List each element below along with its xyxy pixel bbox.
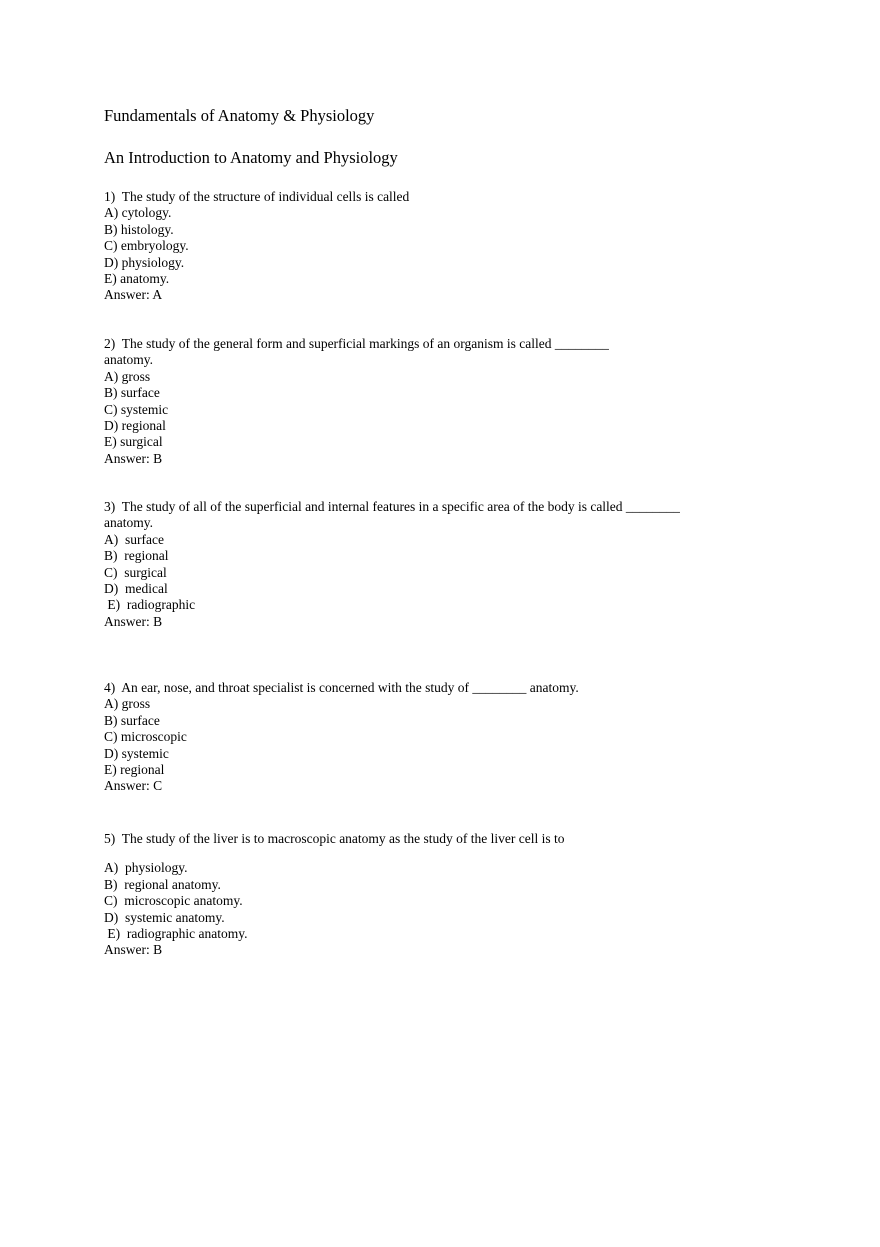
question-1-answer: Answer: A [104,287,163,303]
question-5-stem: 5) The study of the liver is to macroscopic anatomy as the study of the liver cell is to [104,831,565,846]
question-4-stem: 4) An ear, nose, and throat specialist is concerned with the study of ________ anatomy. [104,680,579,695]
question-2-option-c: C) systemic [104,401,169,417]
question-3-option-b: B) regional [104,548,169,564]
question-2-option-e: E) surgical [104,434,163,450]
question-2-option-d: D) regional [104,418,166,434]
question-5-option-b: B) regional anatomy. [104,876,221,892]
question-2-stem-continued: anatomy. [104,352,153,368]
question-1 [104,189,744,304]
question-1-option-a: A) cytology. [104,205,172,221]
question-1-option-d: D) physiology. [104,254,185,270]
question-2-stem: 2) The study of the general form and superficial markings of an organism is called ________ [104,336,609,351]
question-1-stem: 1) The study of the structure of individual cells is called [104,189,410,204]
question-1-option-e: E) anatomy. [104,271,170,287]
question-5-answer: Answer: B [104,942,163,958]
question-5-option-e: E) radiographic anatomy. [104,926,248,942]
question-4-option-d: D) systemic [104,745,169,761]
question-4-answer: Answer: C [104,778,163,794]
question-5-option-d: D) systemic anatomy. [104,909,225,925]
question-3-stem-continued: anatomy. [104,515,153,531]
question-3-option-c: C) surgical [104,564,167,580]
question-1-option-c: C) embryology. [104,238,189,254]
question-2-option-b: B) surface [104,385,160,401]
question-5-option-a: A) physiology. [104,860,188,876]
question-3 [104,499,744,630]
question-5-spacer [104,847,744,860]
question-2 [104,336,744,467]
question-4-option-e: E) regional [104,762,165,778]
question-4-option-c: C) microscopic [104,729,187,745]
question-3-stem: 3) The study of all of the superficial and internal features in a specific area of the body is called ________ [104,499,680,514]
question-2-option-a: A) gross [104,368,151,384]
question-1-option-b: B) histology. [104,221,174,237]
question-4-option-a: A) gross [104,696,151,712]
question-2-answer: Answer: B [104,450,163,466]
question-5-option-c: C) microscopic anatomy. [104,893,243,909]
question-3-option-d: D) medical [104,581,168,597]
question-3-answer: Answer: B [104,613,163,629]
question-4 [104,680,744,795]
document-title: Fundamentals of Anatomy & Physiology [104,106,375,125]
question-5 [104,831,744,959]
question-3-option-a: A) surface [104,531,164,547]
chapter-title: An Introduction to Anatomy and Physiology [104,148,398,167]
question-4-option-b: B) surface [104,712,160,728]
question-3-option-e: E) radiographic [104,597,196,613]
